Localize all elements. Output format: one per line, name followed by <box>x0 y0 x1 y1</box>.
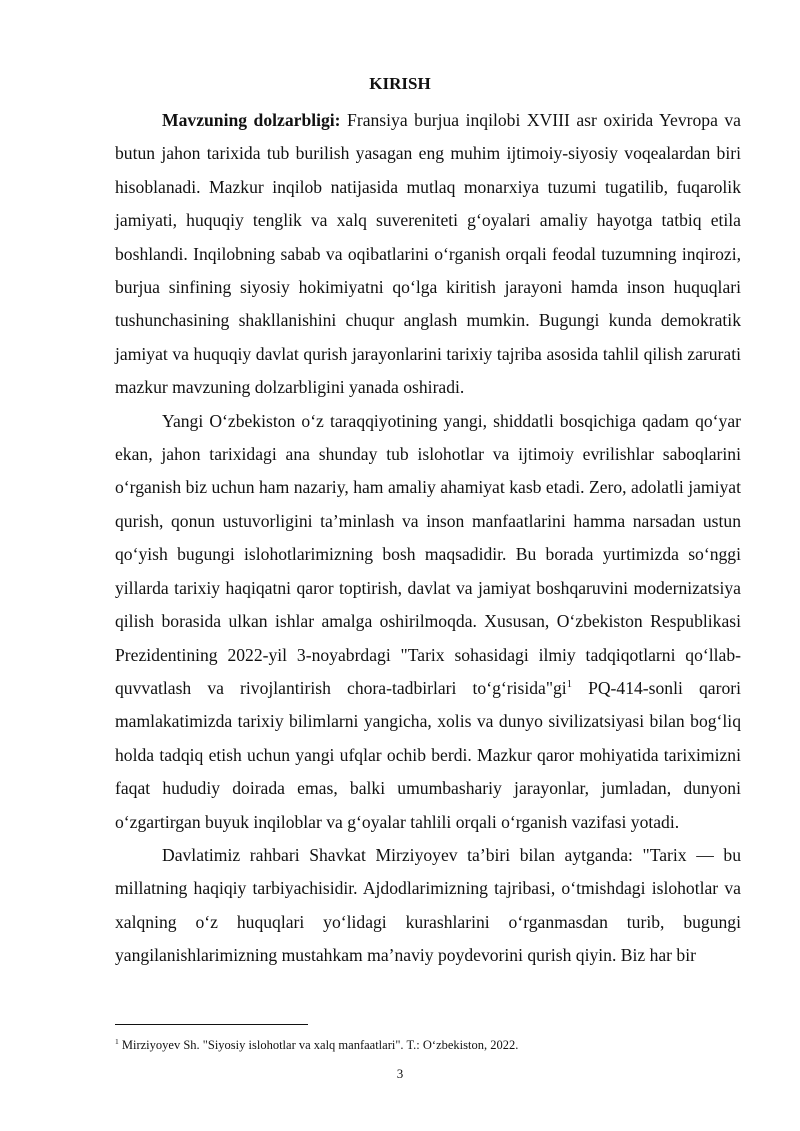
paragraph-relevance <box>115 104 741 405</box>
paragraph-text: Yangi O‘zbekiston o‘z taraqqiyotining yangi, shiddatli bosqichiga qadam qo‘yar ekan, jahon tarixidagi ana shunday tub islohotlar va ijtimoiy evrilishlar saboqlarini o‘rganish biz uchun ham nazariy, ham amaliy ahamiyat kasb etadi. Zero, adolatli jamiyat qurish, qonun ustuvorligini ta’minlash va inson manfaatlarini hamma narsadan ustun qo‘yish bugungi islohotlarimizning bosh maqsadidir. Bu borada yurtimizda so‘nggi yillarda tarixiy haqiqatni qaror toptirish, davlat va jamiyat boshqaruvini modernizatsiya qilish borasida ulkan ishlar amalga oshirilmoqda. Xususan, O‘zbekiston Respublikasi Prezidentining 2022-yil 3-noyabrdagi "Tarix sohasidagi ilmiy tadqiqotlarni qo‘llab-quvvatlash va rivojlantirish chora-tadbirlari to‘g‘risida"gi <box>115 410 741 698</box>
paragraph-text: Davlatimiz rahbari Shavkat Mirziyoyev ta’biri bilan aytganda: "Tarix — bu millatning haqiqiy tarbiyachisidir. Ajdodlarimizning tajribasi, o‘tmishdagi islohotlar va xalqning o‘z huquqlari yo‘lidagi kurashlarini o‘rganmasdan turib, bugungi yangilanishlarimizning mustahkam ma’naviy poydevorini qurish qiyin. Biz har bir <box>115 844 741 966</box>
page-number: 3 <box>396 1066 404 1081</box>
footnote-divider <box>115 1024 308 1025</box>
relevance-lead: Mavzuning dolzarbligi: <box>162 110 341 130</box>
footnote <box>115 1037 741 1053</box>
relevance-text: Fransiya burjua inqilobi XVIII asr oxirida Yevropa va butun jahon tarixida tub burilish yasagan eng muhim ijtimoiy-siyosiy voqealardan biri hisoblanadi. Mazkur inqilob natijasida mutlaq monarxiya tuzumi tugatilib, fuqarolik jamiyati, huquqiy tenglik va xalq suvereniteti g‘oyalari amaliy hayotga tatbiq etila boshlandi. Inqilobning sabab va oqibatlarini o‘rganish orqali feodal tuzumning inqirozi, burjua sinfining siyosiy hokimiyatni qo‘lga kiritish jarayoni hamda inson huquqlari tushunchasining shakllanishini chuqur anglash mumkin. Bugungi kunda demokratik jamiyat va huquqiy davlat qurish jarayonlarini tarixiy tajriba asosida tahlil qilish zarurati mazkur mavzuning dolzarbligini yanada oshiradi. <box>115 110 741 398</box>
footnote-marker: 1 <box>115 1036 119 1046</box>
paragraph-new-uzbekistan <box>115 405 741 839</box>
paragraph-text: PQ-414-sonli qarori mamlakatimizda tarixiy bilimlarni yangicha, xolis va dunyo sivilizatsiyasi bilan bog‘liq holda tadqiq etish uchun yangi ufqlar ochib berdi. Mazkur qaror mohiyatida tariximizni faqat hududiy doirada emas, balki umumbashariy jarayonlar, jumladan, dunyoni o‘zgartirgan buyuk inqiloblar va g‘oyalar tahlili orqali o‘rganish vazifasi yotadi. <box>115 677 741 832</box>
footnote-text: Mirziyoyev Sh. "Siyosiy islohotlar va xalq manfaatlari". T.: O‘zbekiston, 2022. <box>118 1038 519 1052</box>
paragraph-quote <box>115 839 741 973</box>
body-text <box>115 104 741 973</box>
page-heading: KIRISH <box>369 74 431 93</box>
footnote-reference[interactable]: 1 <box>566 679 572 691</box>
